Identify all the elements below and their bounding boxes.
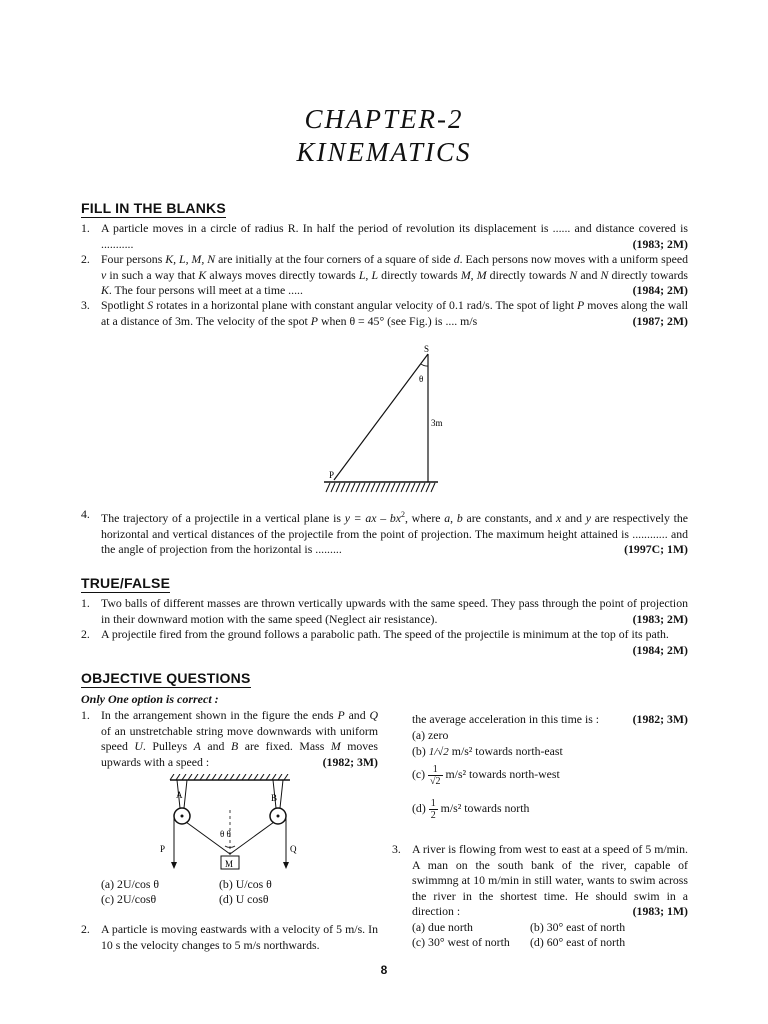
section-heading-true-false: TRUE/FALSE [81, 575, 171, 591]
fig1-label-s: S [424, 344, 430, 354]
fig2-label-theta: θ θ [220, 829, 231, 839]
fig2-label-q: Q [290, 844, 297, 854]
fig2-label-p: P [160, 844, 166, 854]
q2-option-a: (a) zero [412, 728, 449, 742]
chapter-number: CHAPTER-2 [304, 104, 464, 134]
objective-question-2-part2: the average acceleration in this time is : (1982; 3M) [412, 712, 688, 726]
section-heading-fill-blanks: FILL IN THE BLANKS [81, 200, 226, 216]
pulley-figure [150, 774, 310, 874]
q2-option-d: (d) $\frac{1}{2}$ m/s² towards north [412, 798, 530, 821]
fig2-label-b: B [271, 793, 278, 803]
q1-option-a: (a) 2U/cos θ [101, 877, 160, 891]
fig1-label-theta: θ [419, 374, 424, 384]
fig1-label-3m: 3m [431, 418, 443, 428]
q3-option-b: (b) 30° east of north [530, 920, 626, 934]
section-heading-objective: OBJECTIVE QUESTIONS [81, 670, 251, 686]
fig2-label-m: M [225, 859, 234, 869]
objective-subheading: Only One option is correct : [81, 692, 219, 706]
q1-option-b: (b) U/cos θ [219, 877, 272, 891]
q3-option-a: (a) due north [412, 920, 473, 934]
q2-option-b: (b) 1/√2 m/s² towards north-east [412, 744, 563, 758]
spotlight-figure [310, 340, 450, 500]
chapter-title: KINEMATICS [296, 137, 472, 167]
page-number: 8 [380, 963, 388, 977]
q3-option-c: (c) 30° west of north [412, 935, 510, 949]
q1-option-d: (d) U cosθ [219, 892, 269, 906]
fig2-label-a: A [176, 790, 183, 800]
q1-option-c: (c) 2U/cosθ [101, 892, 157, 906]
q2-option-c: (c) $\frac{1}{√2}$ m/s² towards north-west [412, 764, 560, 787]
q3-option-d: (d) 60° east of north [530, 935, 626, 949]
fig1-label-p: P [329, 470, 335, 480]
